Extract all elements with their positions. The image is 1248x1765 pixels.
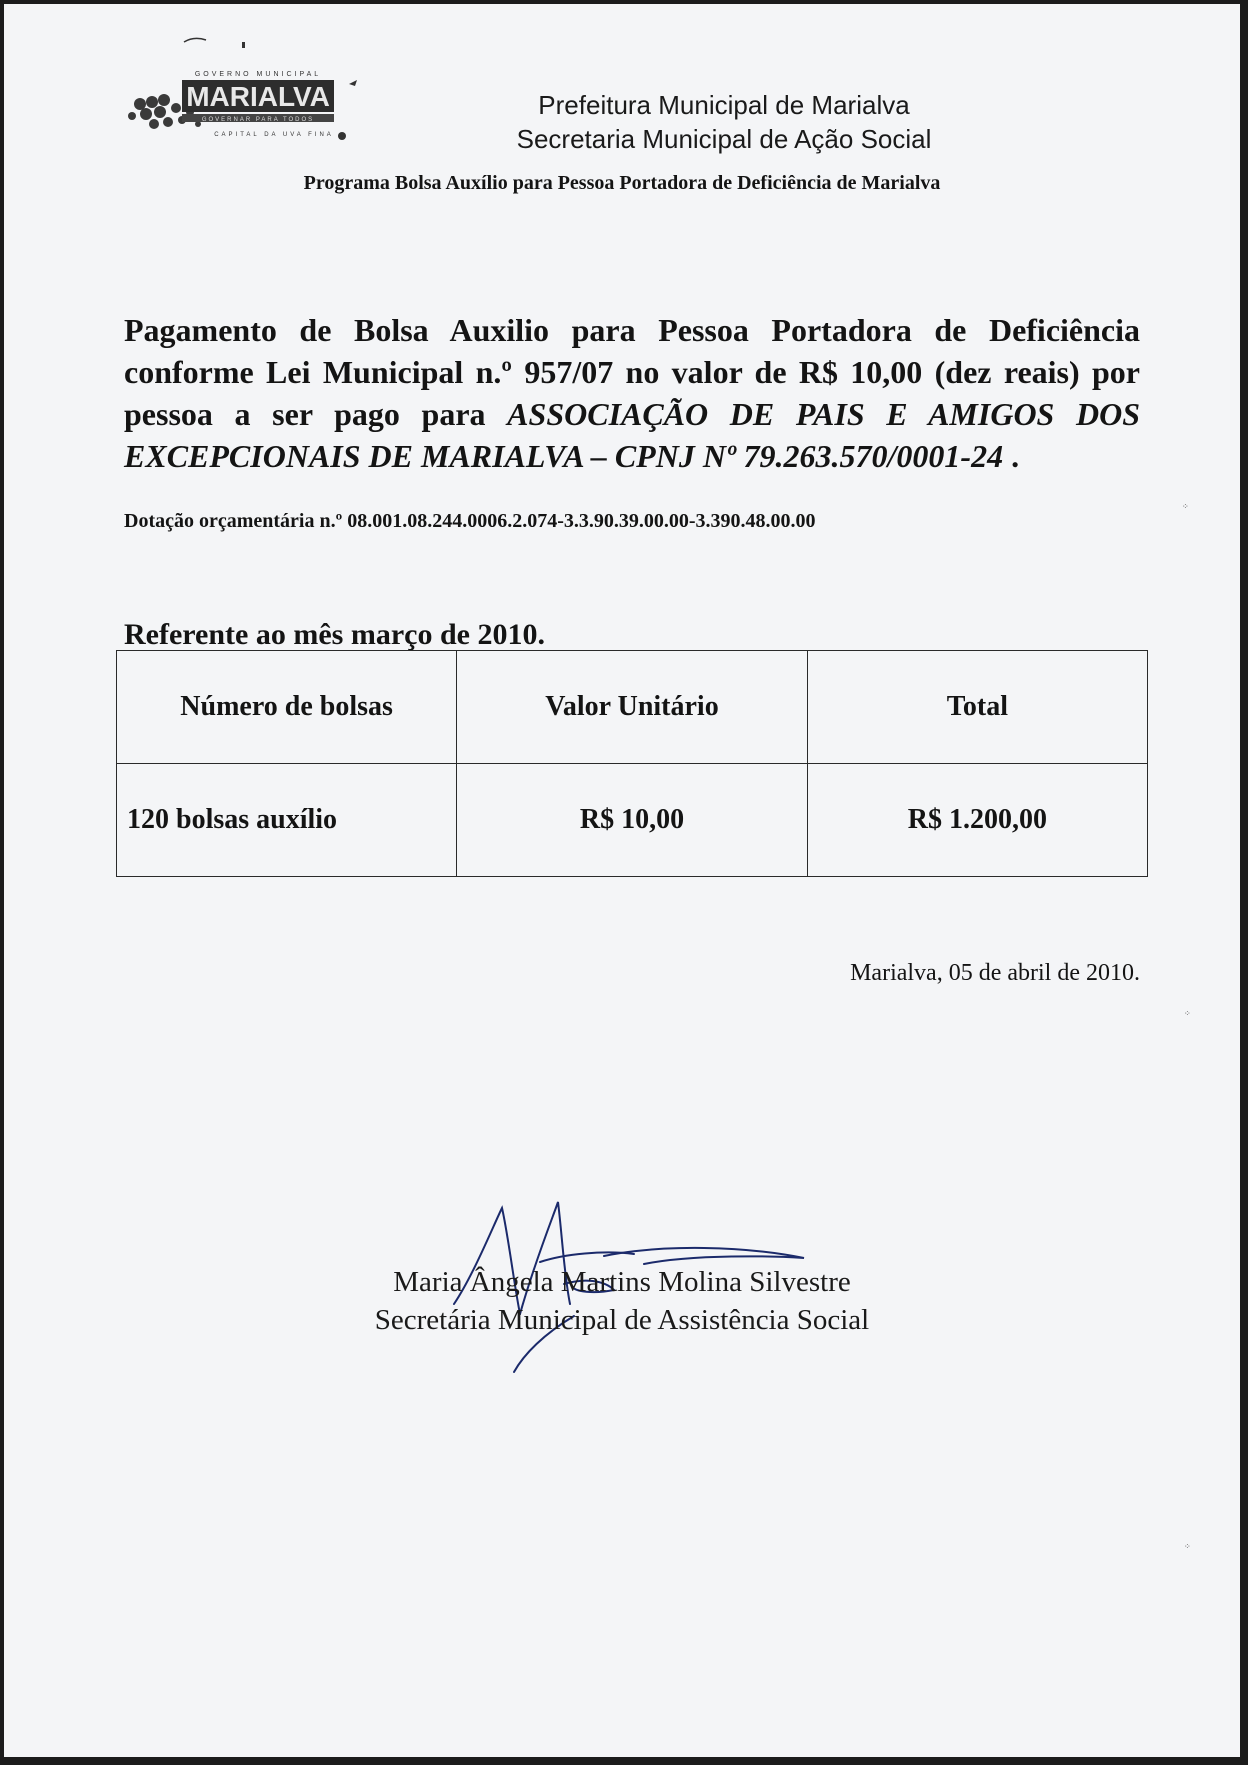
marialva-logo xyxy=(124,32,414,142)
secretaria-title: Secretaria Municipal de Ação Social xyxy=(516,124,932,154)
signer-title: Secretária Municipal de Assistência Social xyxy=(374,1304,870,1336)
scan-speck: ⁘ xyxy=(1184,1009,1191,1018)
svg-text:CAPITAL DA UVA FINA: CAPITAL DA UVA FINA xyxy=(214,132,334,138)
budget-allocation xyxy=(124,510,816,533)
paragraph-entity: ASSOCIAÇÃO DE PAIS E AMIGOS DOS EXCEPCIONAIS DE MARIALVA – CPNJ Nº 79.263.570/0001-24 xyxy=(124,396,1140,474)
document-page xyxy=(4,4,1240,1757)
paragraph-end: . xyxy=(1003,438,1020,474)
program-title: Programa Bolsa Auxílio para Pessoa Portadora de Deficiência de Marialva xyxy=(303,172,941,194)
paragraph-intro: Pagamento de Bolsa Auxilio para Pessoa Portadora de Deficiência conforme Lei Municipal n.º 957/07 no valor de R$ 10,00 (dez reais) por pessoa a ser pago para xyxy=(124,312,1140,432)
prefeitura-title: Prefeitura Municipal de Marialva xyxy=(538,90,910,120)
header-unit-value: Valor Unitário xyxy=(457,651,808,764)
header-total: Total xyxy=(807,651,1147,764)
scan-speck: ⁘ xyxy=(1184,1542,1191,1551)
budget-label: Dotação orçamentária n.º xyxy=(124,510,343,532)
reference-month: Referente ao mês março de 2010. xyxy=(124,618,545,651)
cell-number-of-grants: 120 bolsas auxílio xyxy=(117,764,457,877)
svg-text:GOVERNAR PARA TODOS: GOVERNAR PARA TODOS xyxy=(201,117,315,123)
svg-text:GOVERNO MUNICIPAL: GOVERNO MUNICIPAL xyxy=(194,71,322,78)
place-and-date: Marialva, 05 de abril de 2010. xyxy=(850,960,1140,986)
cell-total: R$ 1.200,00 xyxy=(807,764,1147,877)
table-header-row xyxy=(117,651,1148,764)
payment-paragraph xyxy=(124,309,1140,477)
signer-name: Maria Ângela Martins Molina Silvestre xyxy=(393,1266,851,1298)
table-row xyxy=(117,764,1148,877)
budget-code: 08.001.08.244.0006.2.074-3.3.90.39.00.00-3.390.48.00.00 xyxy=(347,510,816,532)
scan-speck: ⁘ xyxy=(1182,502,1189,511)
payment-table xyxy=(116,650,1148,877)
cell-unit-value: R$ 10,00 xyxy=(457,764,808,877)
header-number-of-grants: Número de bolsas xyxy=(117,651,457,764)
svg-text:MARIALVA: MARIALVA xyxy=(186,81,330,112)
